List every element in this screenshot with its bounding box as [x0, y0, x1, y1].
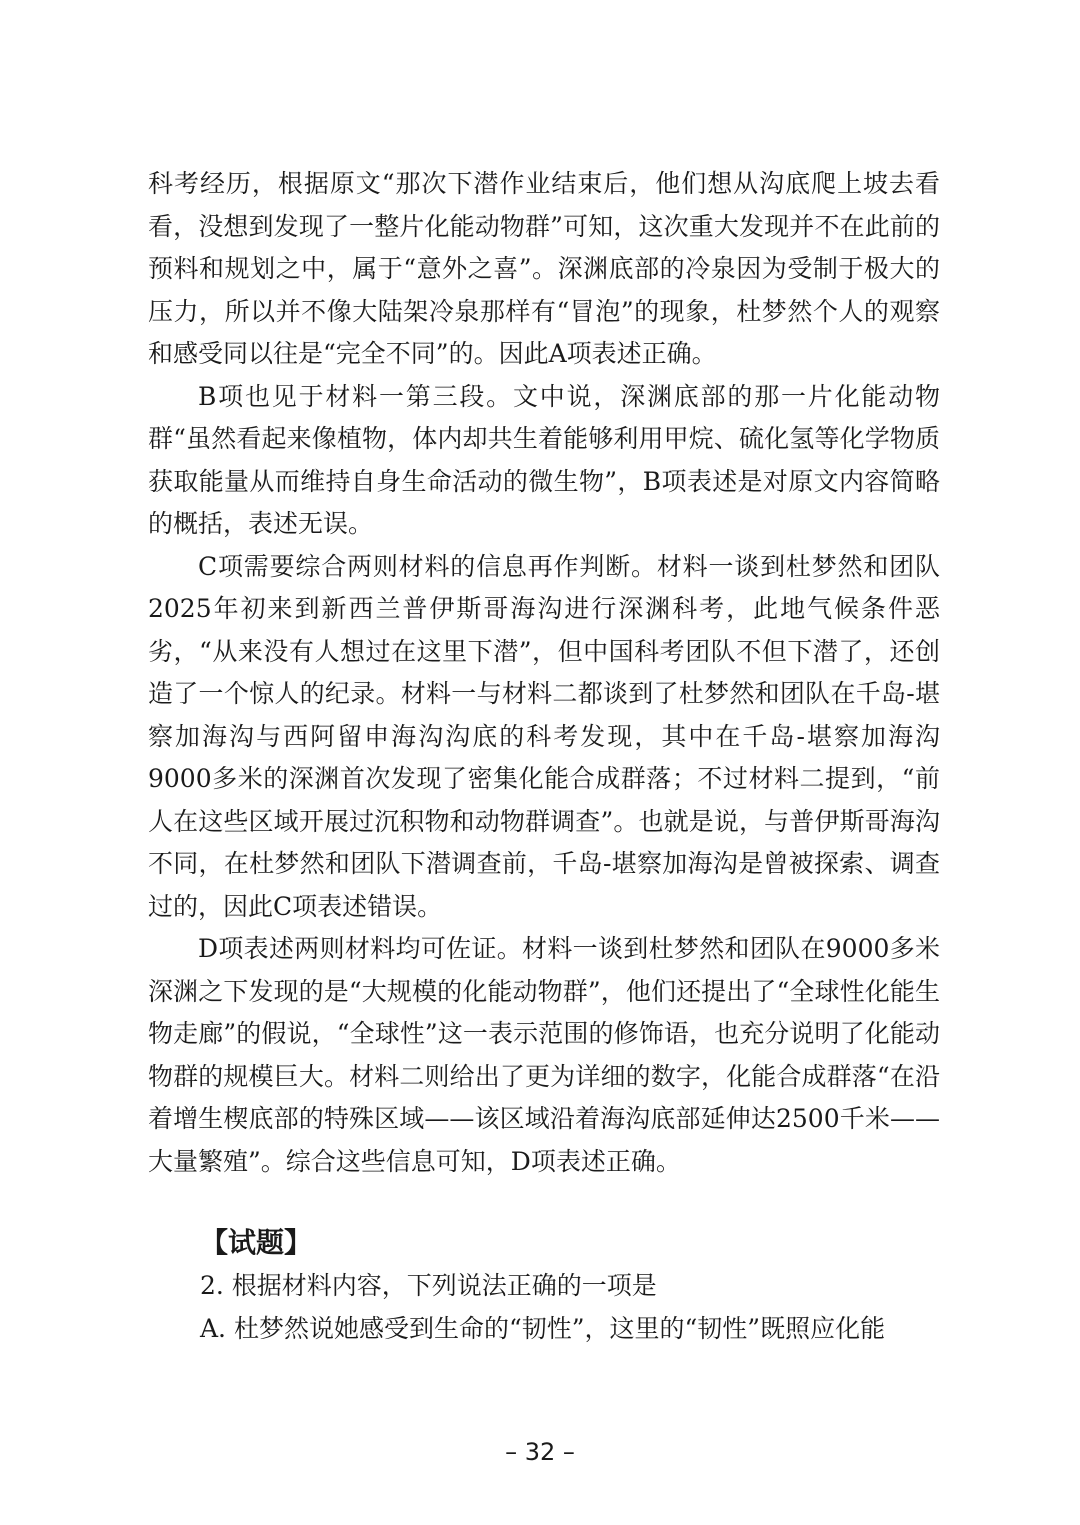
- paragraph-d-analysis: D项表述两则材料均可佐证。材料一谈到杜梦然和团队在9000多米深渊之下发现的是“大规模的化能动物群”，他们还提出了“全球性化能生物走廊”的假说，“全球性”这一表示范围的修饰语，也充分说明了化能动物群的规模巨大。材料二则给出了更为详细的数字，化能合成群落“在沿着增生楔底部的特殊区域——该区域沿着海沟底部延伸达2500千米——大量繁殖”。综合这些信息可知，D项表述正确。: [148, 934, 940, 1176]
- paragraph-c-analysis: C项需要综合两则材料的信息再作判断。材料一谈到杜梦然和团队2025年初来到新西兰普伊斯哥海沟进行深渊科考，此地气候条件恶劣，“从来没有人想过在这里下潜”，但中国科考团队不但下潜了，还创造了一个惊人的纪录。材料一与材料二都谈到了杜梦然和团队在千岛-堪察加海沟与西阿留申海沟沟底的科考发现，其中在千岛-堪察加海沟9000多米的深渊首次发现了密集化能合成群落；不过材料二提到，“前人在这些区域开展过沉积物和动物群调查”。也就是说，与普伊斯哥海沟不同，在杜梦然和团队下潜调查前，千岛-堪察加海沟是曾被探索、调查过的，因此C项表述错误。: [148, 551, 940, 921]
- paragraph-a-analysis: 科考经历，根据原文“那次下潜作业结束后，他们想从沟底爬上坡去看看，没想到发现了一整片化能动物群”可知，这次重大发现并不在此前的预料和规划之中，属于“意外之喜”。深渊底部的冷泉因为受制于极大的压力，所以并不像大陆架冷泉那样有“冒泡”的现象，杜梦然个人的观察和感受同以往是“完全不同”的。因此A项表述正确。: [148, 169, 940, 368]
- page-number: – 32 –: [505, 1438, 575, 1466]
- paragraph-b-analysis: B项也见于材料一第三段。文中说，深渊底部的那一片化能动物群“虽然看起来像植物，体内却共生着能够利用甲烷、硫化氢等化学物质获取能量从而维持自身生命活动的微生物”，B项表述是对原文内容简略的概括，表述无误。: [148, 381, 940, 538]
- question-stem: 2. 根据材料内容，下列说法正确的一项是: [200, 1271, 657, 1300]
- section-heading: 【试题】: [200, 1226, 313, 1259]
- option-a: A. 杜梦然说她感受到生命的“韧性”，这里的“韧性”既照应化能: [200, 1313, 886, 1343]
- page-body: [148, 163, 940, 1350]
